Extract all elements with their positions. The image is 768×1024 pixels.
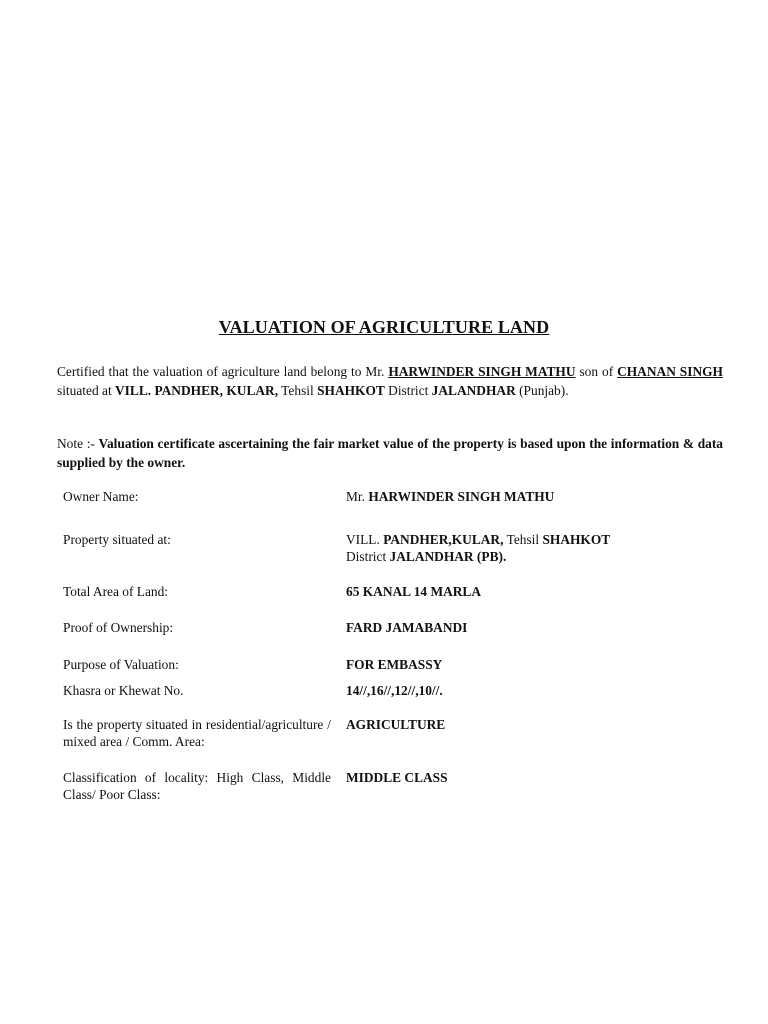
- value-line-2: [346, 548, 666, 565]
- owner-name: HARWINDER SINGH MATHU: [388, 364, 576, 379]
- value-mid: Tehsil: [503, 532, 543, 547]
- field-label: Property situated at:: [63, 532, 171, 547]
- field-value: MIDDLE CLASS: [346, 770, 448, 785]
- field-label: Proof of Ownership:: [63, 620, 174, 635]
- intro-text: son of: [575, 364, 618, 379]
- field-label: Classification of locality: High Class, Middle Class/ Poor Class:: [63, 770, 331, 802]
- value-prefix: Mr.: [346, 489, 369, 504]
- district-name: JALANDHAR: [431, 383, 516, 398]
- owner-value: HARWINDER SINGH MATHU: [368, 489, 555, 504]
- father-name: CHANAN SINGH: [617, 364, 723, 379]
- intro-text: District: [384, 383, 432, 398]
- field-label: Is the property situated in residential/agriculture / mixed area / Comm. Area:: [63, 717, 331, 749]
- intro-text: (Punjab).: [515, 383, 569, 398]
- intro-text: situated at: [57, 383, 116, 398]
- field-label: Owner Name:: [63, 489, 139, 504]
- value-prefix: VILL.: [346, 532, 384, 547]
- certification-paragraph: [57, 362, 723, 400]
- value-line-1: [346, 531, 666, 548]
- tehsil-name: SHAHKOT: [317, 383, 385, 398]
- intro-text: Tehsil: [278, 383, 318, 398]
- note-paragraph: [57, 434, 723, 472]
- field-value: FOR EMBASSY: [346, 657, 443, 672]
- field-value: FARD JAMABANDI: [346, 620, 468, 635]
- field-label: Total Area of Land:: [63, 584, 169, 599]
- village-value: PANDHER,KULAR,: [383, 532, 504, 547]
- document-title: VALUATION OF AGRICULTURE LAND: [218, 317, 550, 337]
- note-prefix: Note :-: [57, 436, 99, 451]
- intro-text: Certified that the valuation of agriculture land belong to Mr.: [57, 364, 389, 379]
- field-value: AGRICULTURE: [346, 717, 446, 732]
- field-value: 65 KANAL 14 MARLA: [346, 584, 482, 599]
- field-value: [346, 531, 666, 565]
- field-value: 14//,16//,12//,10//.: [346, 683, 443, 698]
- field-label: Khasra or Khewat No.: [63, 683, 184, 698]
- village-name: VILL. PANDHER, KULAR,: [115, 383, 279, 398]
- field-value: [346, 488, 666, 505]
- district-value: JALANDHAR (PB).: [389, 549, 507, 564]
- note-text: Valuation certificate ascertaining the fair market value of the property is based upon the information & data supplied by the owner.: [57, 436, 723, 470]
- value-prefix: District: [346, 549, 390, 564]
- tehsil-value: SHAHKOT: [542, 532, 611, 547]
- field-label: Purpose of Valuation:: [63, 657, 179, 672]
